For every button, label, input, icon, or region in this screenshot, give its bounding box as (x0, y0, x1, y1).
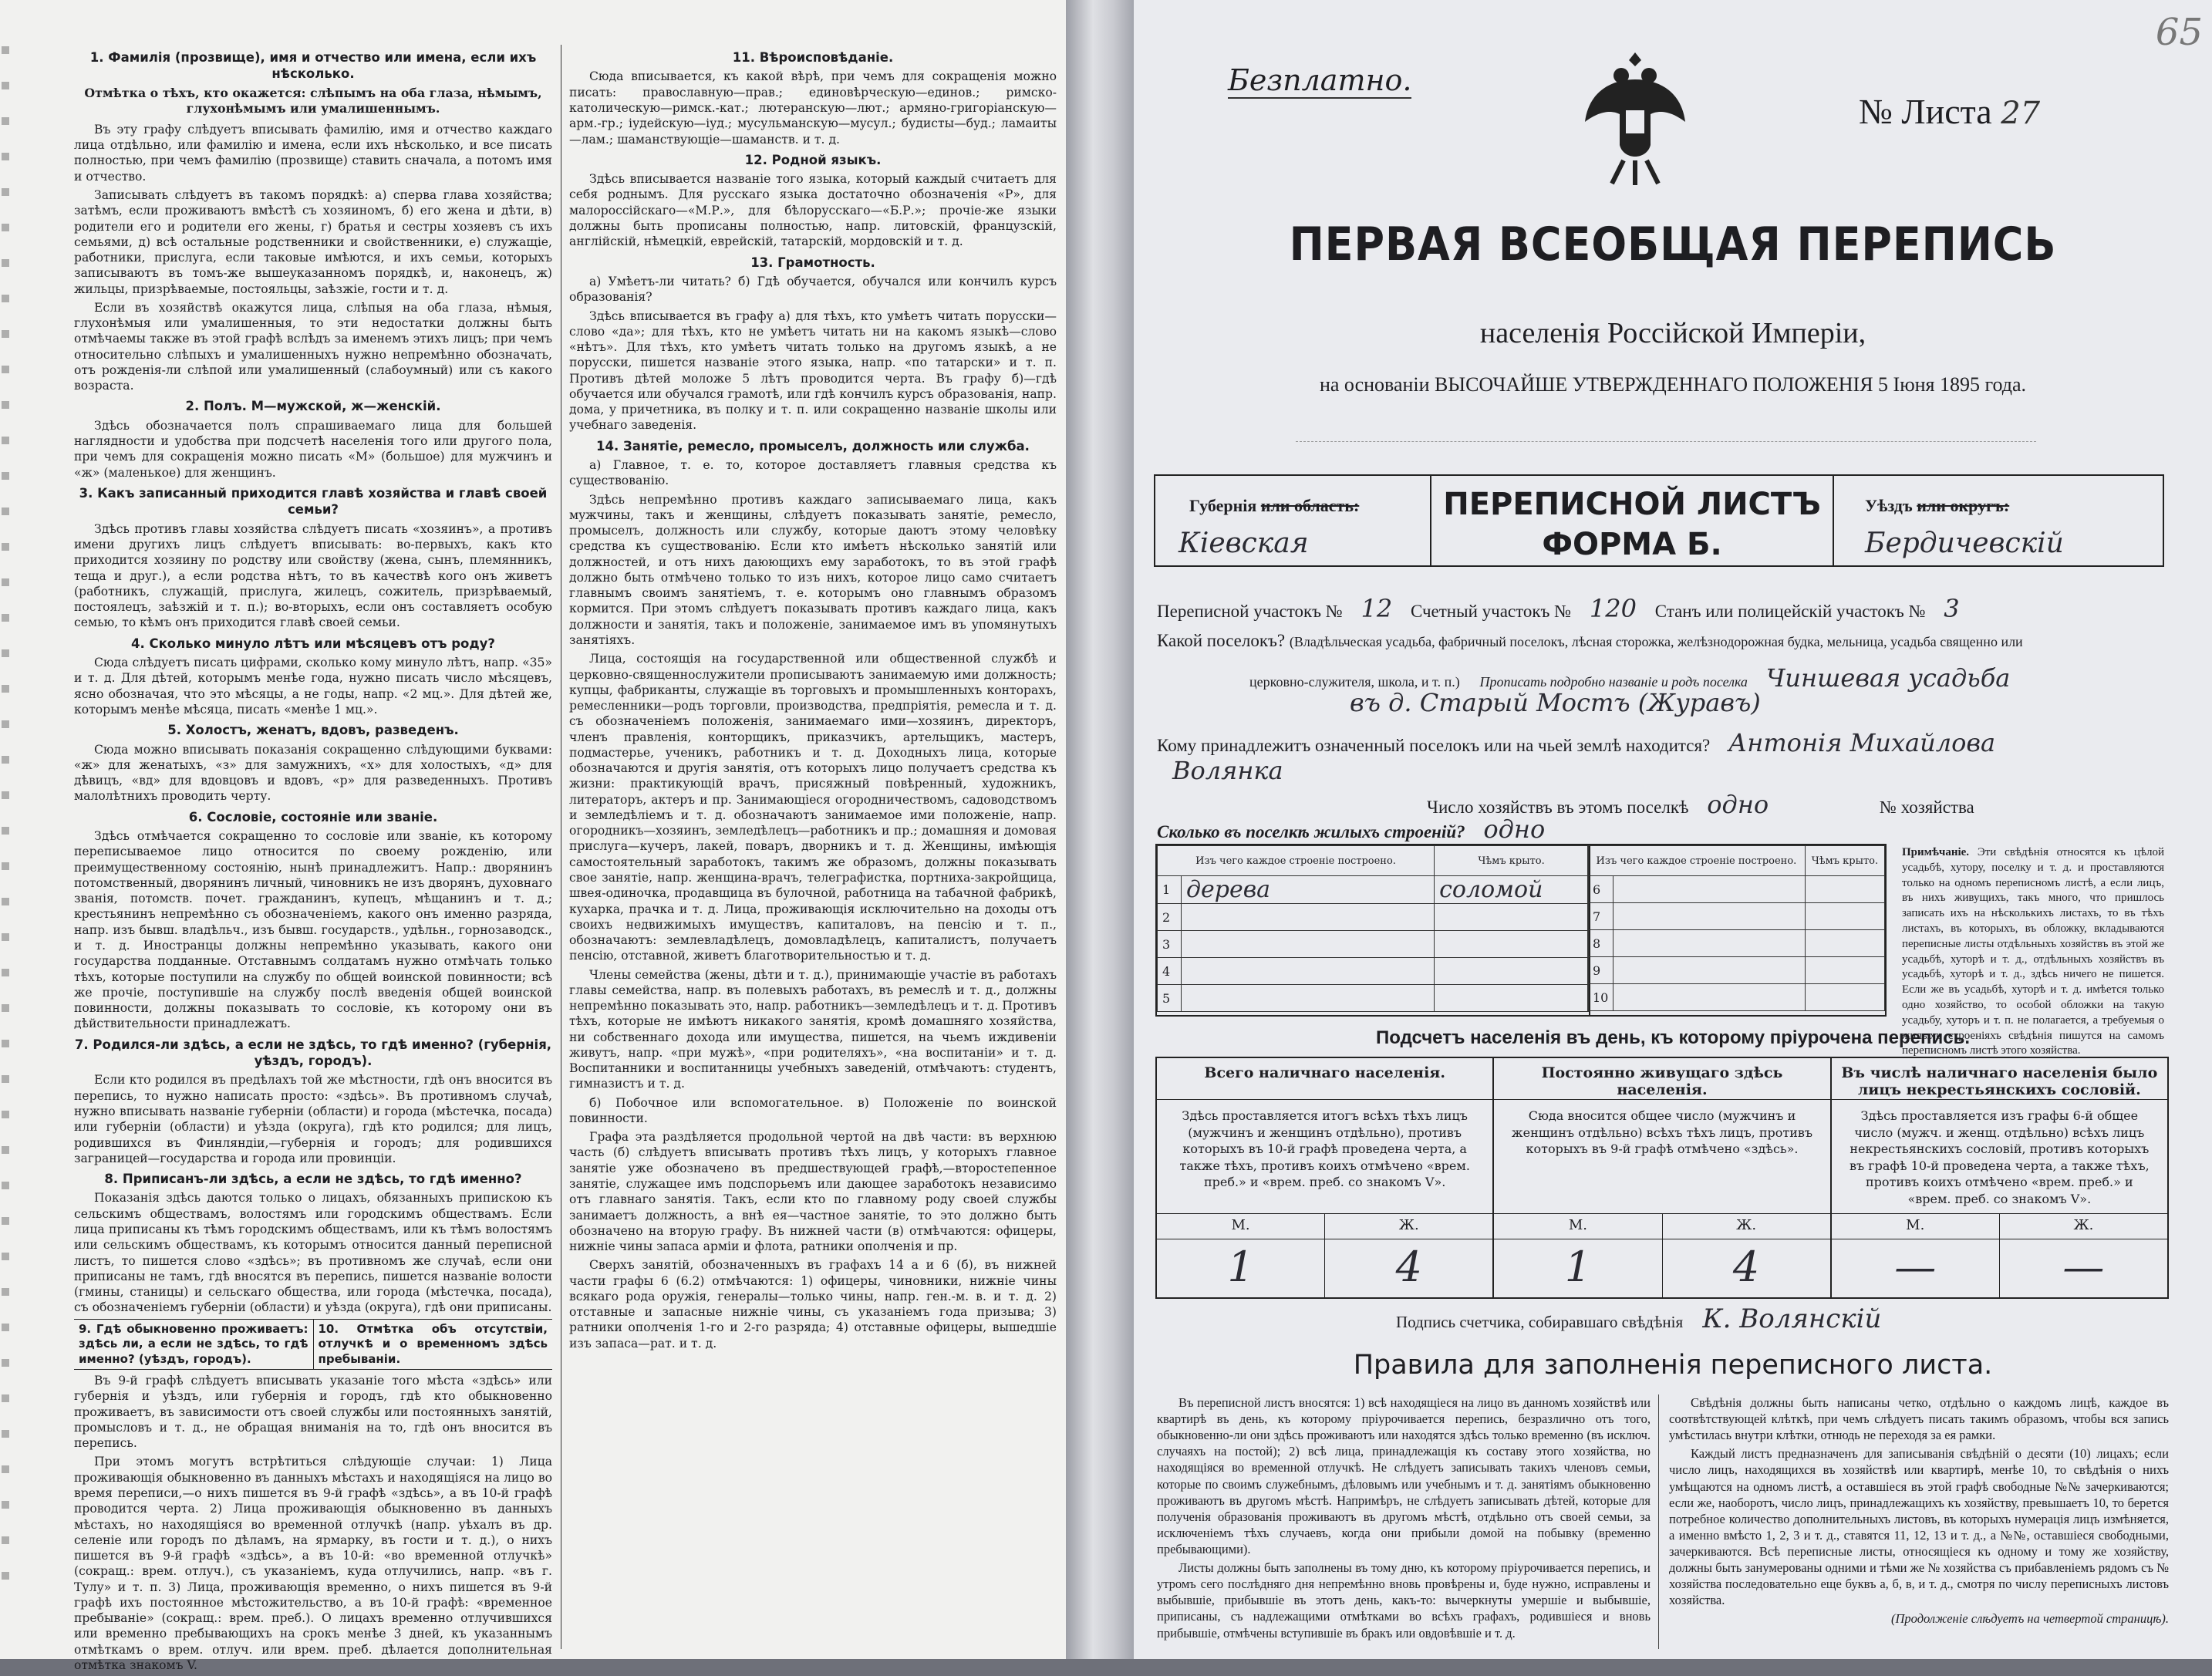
building-row (1588, 957, 1885, 984)
female-count: 4 (1732, 1243, 1760, 1291)
count-title: Подсчетъ населенія въ день, къ которому пріурочена перепись. (1376, 1027, 1970, 1048)
stan-value: 3 (1944, 594, 1960, 623)
plot-row (1157, 594, 2175, 623)
building-number: 8 (1588, 930, 1613, 957)
uezd-struck-text: или округъ: (1917, 496, 2010, 515)
building-material (1182, 985, 1435, 1012)
free-label: Безплатно. (1228, 63, 1412, 97)
female-count: — (2062, 1243, 2105, 1291)
count-plot-label: Счетный участокъ № (1410, 602, 1572, 621)
building-row (1158, 876, 1589, 904)
sheet-number-value: 27 (2001, 96, 2041, 131)
province-struck-text: или область: (1260, 496, 1360, 515)
instruction-paragraph: Если кто родился въ предѣлахъ той же мѣстности, гдѣ онъ вносится въ перепись, то нужно написать просто: «здѣсь». Въ противномъ случаѣ, нужно вписывать названіе губерніи (области) и города (мѣстечка, посада) или губерніи (области) и уѣзда (округа), гдѣ кто родился; для лицъ, родившихся въ Финляндіи,—губернія и городъ; для родившихся заграницей—государства и города или провинціи. (74, 1073, 552, 1165)
building-roof (1435, 904, 1589, 931)
settlement-hint: (Владѣльческая усадьба, фабричный поселокъ, лѣсная сторожка, желѣзнодорожная будка, мельница, усадьба священно или (1289, 634, 2023, 649)
dwellings-value: одно (1483, 814, 1546, 844)
owner-row (1157, 728, 2175, 757)
count-group-heading: Въ числѣ наличнаго населенія было лицъ некрестьянскихъ сословій. (1832, 1058, 2167, 1100)
building-number: 4 (1158, 958, 1182, 985)
count-sex-header (1157, 1214, 1492, 1239)
count-plot-value: 120 (1589, 594, 1637, 623)
instruction-paragraph: Члены семейства (жены, дѣти и т. д.), принимающіе участіе въ работахъ главы семейства, напр. въ полевыхъ работахъ, въ ремеслѣ и т. д., должны непремѣнно показывать это, напр. работникъ—земледѣлецъ и т. д. Противъ тѣхъ, которые не имѣютъ никакого занятія, кромѣ домашняго хозяйства, ни собственнаго дохода или имущества, пишется, на чьемъ иждивеніи живутъ, напр. «при мужѣ», «при родителяхъ», «на воспитаніи» и т. д. Воспитанники и воспитанницы учебныхъ заведеній, отмѣчаютъ: студентъ, гимназистъ и т. д. (569, 967, 1057, 1091)
building-material (1182, 904, 1435, 931)
province-label-text: Губернія (1189, 496, 1257, 515)
count-sex-header (1832, 1214, 2167, 1239)
population-count-table (1155, 1057, 2169, 1299)
province-cell (1154, 474, 1431, 567)
settlement-hint-2: церковно-служителя, школа, и т. п.) (1249, 674, 1460, 690)
section-heading: 11. Вѣроисповѣданіе. (732, 50, 894, 65)
instruction-paragraph: При этомъ могутъ встрѣтиться слѣдующіе случаи: 1) Лица проживающія обыкновенно въ данныхъ мѣстахъ и находящіяся на лицо во время переписи,—о нихъ пишется въ 9-й графѣ «здѣсь», а въ 10-й графѣ проводится черта. 2) Лица проживающія обыкновенно въ данныхъ мѣстахъ, но находящіяся во временной отлучкѣ (напр. уѣхалъ въ др. селеніе или городъ по дѣламъ, на ярмарку, въ гости и т. д.), о нихъ пишется въ 9-й графѣ «здѣсь», а въ 10-й: «во временной отлучкѣ» (сокращ.: врем. отлуч.), съ указаніемъ, куда отлучились, напр. «въ г. Тулу» и т. п. 3) Лица, проживающія временно, о нихъ пишется въ 9-й графѣ ихъ постоянное мѣстожительство, а въ 10-й графѣ: «временное пребываніе» (сокращ.: врем. преб.). О лицахъ временно отлучившихся или временно пребывающихъ на срокъ менѣе 3 дней, къ указаннымъ отмѣткамъ о врем. отлуч. или врем. преб. дѣлается дополнительная отмѣтка знакомъ V. (74, 1455, 552, 1672)
section-heading: 2. Полъ. М—мужской, ж—женскій. (185, 399, 441, 414)
owner-value-2: Волянка (1172, 756, 1283, 785)
note-title: Примѣчаніе. (1902, 846, 1970, 858)
instruction-paragraph: Графа эта раздѣляется продольной чертой на двѣ части: въ верхнюю часть (б) слѣдуетъ вписывать противъ тѣхъ лицъ, у которыхъ главное занятіе уже обозначено въ предшествующей графѣ,—второстепенное занятіе, служащее имъ подспорьемъ или дающее заработокъ независимо отъ главнаго занятія. Такъ, если кто по главному роду своей службы занимаетъ должность, а внѣ ея—частное занятіе, то это должно быть обозначено на вторую графу. Въ нижней части (в) отмѣчаются: офицеры, нижніе чины запаса арміи и флота, ратники ополченія и пр. (569, 1130, 1057, 1254)
province-value: Кіевская (1178, 528, 1309, 559)
building-material (1182, 958, 1435, 985)
count-values (1832, 1239, 2167, 1297)
male-label: М. (1906, 1217, 1925, 1233)
roof-header: Чѣмъ крыто. (1435, 846, 1589, 876)
count-group (1157, 1058, 1492, 1297)
building-roof (1805, 957, 1884, 984)
building-row (1158, 985, 1589, 1012)
uezd-label-text: Уѣздъ (1865, 496, 1913, 515)
instruction-paragraph: Здѣсь непремѣнно противъ каждаго записываемаго лица, какъ мужчины, такъ и женщины, слѣдуетъ показывать занятіе, ремесло, промыселъ, должность или службу, которые даютъ этому человѣку средства къ существованію. Если кто имѣетъ нѣсколько занятій или должностей, и отъ нихъ даюющихъ ему заработокъ, то въ этой графѣ должно быть отмѣчено только то изъ нихъ, которое лицо само считаетъ главнымъ своимъ занятіемъ, т. е. которымъ оно главнымъ образомъ кормится. При этомъ слѣдуетъ показывать противъ каждаго лица, какъ должности и занятія, такъ и положеніе, занимаемое имъ въ упомянутыхъ занятіяхъ. (569, 492, 1057, 647)
owner-value: Антонія Михайлова (1728, 728, 1996, 757)
building-row (1158, 904, 1589, 931)
settlement-label: Какой поселокъ? (1157, 631, 1286, 650)
imperial-eagle-icon (1581, 45, 1689, 191)
building-roof (1805, 984, 1884, 1011)
left-column-a (74, 45, 552, 1676)
count-group (1830, 1058, 2167, 1297)
note-text: Эти свѣдѣнія относятся къ цѣлой усадьбѣ, хутору, поселку и т. д. и проставляются только на одномъ переписномъ листѣ, а если лицъ, въ нихъ живущихъ, такъ много, что пришлось записать ихъ на нѣсколькихъ листахъ, то въ тѣхъ листахъ, въ которыхъ, въ обложку, вкладываются переписные листы отдѣльныхъ хозяйствъ въ этой же усадьбѣ, хуторѣ и т. д., отдѣльныхъ хозяйствъ въ усадьбѣ, хуторѣ и т. д., здѣсь ничего не пишется. Если же въ усадьбѣ, хуторѣ и т. д. имѣется только одно хозяйство, то особой обложки на такую усадьбу, хуторъ и т. п. не полагается, а требуемыя о жилыхъ строеніяхъ свѣдѣнія пишутся на самомъ переписномъ листѣ этого хозяйства. (1902, 846, 2164, 1057)
female-count-cell (1662, 1239, 1830, 1297)
rules-continuation: (Продолженіе слѣдуетъ на четвертой страницѣ). (1891, 1611, 2169, 1627)
section-heading: 5. Холостъ, женатъ, вдовъ, разведенъ. (167, 723, 459, 738)
building-number: 5 (1158, 985, 1182, 1012)
households-label: Число хозяйствъ въ этомъ поселкѣ (1427, 798, 1689, 817)
census-form-page (1134, 0, 2212, 1659)
section-heading: 3. Какъ записанный приходится главѣ хозяйства и главѣ своей семьи? (79, 485, 548, 518)
count-sex-header (1494, 1214, 1829, 1239)
rule-paragraph: Каждый листъ предназначенъ для записыванія свѣдѣній о десяти (10) лицахъ; если число лицъ, находящихся въ хозяйствѣ или квартирѣ, менѣе 10, то свѣдѣнія о нихъ умѣщаются на одномъ листѣ, а оставшіеся въ этой графѣ свободные №№ зачеркиваются; если же, наоборотъ, число лицъ, принадлежащихъ къ хозяйству, превышаетъ 10, то берется потребное количество дополнительныхъ листовъ, въ которыхъ нумерація лицъ измѣняется, а именно вмѣсто 1, 2, 3 и т. д., ставятся 11, 12, 13 и т. д., а №№, оставшіеся свободными, зачеркиваются. Всѣ переписные листы, относящіеся къ одному и тому же хозяйству, должны быть занумерованы одними и тѣми же № хозяйства съ прибавленіемъ рядомъ съ № хозяйства последовательно еще буквъ а, б, в, и т. д., смотря по числу переписныхъ листовъ хозяйства. (1669, 1446, 2169, 1608)
female-count-cell (1324, 1239, 1492, 1297)
count-values (1157, 1239, 1492, 1297)
buildings-table (1157, 845, 1589, 1012)
building-roof (1805, 876, 1884, 903)
section-heading: 7. Родился-ли здѣсь, а если не здѣсь, то гдѣ именно? (губернія, уѣздъ, городъ). (74, 1037, 552, 1069)
page-title: ПЕРВАЯ ВСЕОБЩАЯ ПЕРЕПИСЬ (1289, 218, 2057, 271)
count-group-heading: Постоянно живущаго здѣсь населенія. (1494, 1058, 1829, 1100)
female-count-cell (1999, 1239, 2167, 1297)
instruction-paragraph: Отмѣтка о тѣхъ, кто окажется: слѣпымъ на оба глаза, нѣмымъ, глухонѣмымъ или умалишеннымъ. (84, 85, 542, 116)
signature-label: Подпись счетчика, собиравшаго свѣдѣнія (1396, 1313, 1684, 1331)
residence-box (74, 1319, 552, 1371)
residence-box-right: 10. Отмѣтка объ отсутствіи, отлучкѣ и о временномъ здѣсь пребываніи. (313, 1320, 553, 1370)
male-count-cell (1832, 1239, 1999, 1297)
male-count: 1 (1564, 1243, 1592, 1291)
ornament-line (1296, 430, 2036, 442)
uezd-cell (1833, 474, 2164, 567)
building-roof (1805, 903, 1884, 930)
instruction-paragraph: Сюда вписывается, къ какой вѣрѣ, при чемъ для сокращенія можно писать: православную—прав.; единовѣрческую—единов.; римско-католическую—римск.-кат.; лютеранскую—лют.; армяно-григоріанскую—арм.-гр.; іудейскую—іуд.; мусульманскую—мусул.; будисты—буд.; ламаиты—лам.; шаманствующіе—шаманств. и т. д. (569, 69, 1057, 147)
material-header-2: Изъ чего каждое строеніе построено. (1588, 846, 1806, 876)
instruction-paragraph: Здѣсь отмѣчается сокращенно то сословіе или званіе, къ которому переписываемое лицо относится по своему рожденію, или преимущественному состоянію, нынѣ принадлежитъ. Напр.: дворянинъ потомственный, дворянинъ личный, чиновникъ не изъ дворянъ, духовнаго званія, потомств. почет. гражданинъ, купецъ, мѣщанинъ и т. д.; крестьянинъ непремѣнно съ обозначеніемъ, какого онъ именно разряда, напр. изъ бывш. владѣльч., изъ бывш. государств., удѣльн., горнозаводск., и т. д. Иностранцы должны непремѣнно указывать, какого они государства подданные. Отставнымъ солдатамъ нужно отмѣчать только тѣхъ, которые поступили на службу по общей воинской повинности; всѣ же прочіе, поступившіе на службу послѣ введенія общей воинской повинности, должны показывать то сословіе, къ которому они въ дѣйствительности принадлежатъ. (74, 829, 552, 1031)
sheet-number-label: № Листа (1859, 92, 1992, 131)
form-title-cell (1431, 474, 1833, 567)
count-group-description: Сюда вносится общее число (мужчинъ и женщинъ отдѣльно) всѣхъ тѣхъ лицъ, противъ которыхъ въ 9-й графѣ отмѣчено «здѣсь». (1494, 1100, 1829, 1214)
dwellings-label: Сколько въ поселкѣ жилыхъ строеній? (1157, 822, 1465, 841)
instruction-paragraph: Сверхъ занятій, обозначенныхъ въ графахъ 14 а и 6 (б), въ нижней части графы 6 (6.2) отмѣчаются: 1) офицеры, чиновники, нижніе чины всякаго рода оружія, генералы—только чины, напр. ген.-м. в. и т. д. 2) отставные и запасные нижніе чины, съ указаніемъ года призыва; 3) ратники ополченія 1-го и 2-го разряда; 4) отставные офицеры, вышедшіе изъ запаса—рат. и т. д. (569, 1258, 1057, 1351)
male-label: М. (1568, 1217, 1587, 1233)
building-number: 6 (1588, 876, 1613, 903)
building-material-value: дерева (1186, 876, 1271, 903)
rule-paragraph: Листы должны быть заполнены въ тому дню, къ которому пріурочивается перепись, и утромъ сего послѣдняго дня непремѣнно вновь провѣрены и, буде нужно, исправлены и выбывшіе, прибывшіе въ этотъ день, какъ-то: вычеркнуты умершіе и выбывшіе, приписаны, съ надлежащими отмѣтками во всѣхъ графахъ, родившіеся и вновь прибывшіе, отмѣчены вступившіе въ бракъ или овдовѣвшіе и т. д. (1157, 1560, 1651, 1641)
household-no-label: № хозяйства (1879, 798, 1974, 817)
section-heading: 8. Приписанъ-ли здѣсь, а если не здѣсь, то гдѣ именно? (104, 1172, 522, 1187)
male-count-cell (1494, 1239, 1661, 1297)
instruction-paragraph: а) Главное, т. е. то, которое доставляетъ главныя средства къ существованію. (569, 458, 1057, 488)
census-plot-value: 12 (1361, 594, 1393, 623)
building-material (1613, 930, 1806, 957)
female-label: Ж. (1999, 1214, 2167, 1239)
building-material (1613, 876, 1806, 903)
material-header: Изъ чего каждое строеніе построено. (1158, 846, 1435, 876)
count-values (1494, 1239, 1829, 1297)
header-table (1154, 474, 2164, 567)
page-subtitle: населенія Россійской Имперіи, (1479, 317, 1866, 349)
book-spine (1066, 0, 1134, 1659)
signature-value: К. Волянскій (1702, 1303, 1882, 1334)
owner-label: Кому принадлежитъ означенный поселокъ или на чьей землѣ находится? (1157, 736, 1711, 755)
margin-ink (2, 46, 9, 1589)
count-group-description: Здѣсь проставляется итогъ всѣхъ тѣхъ лицъ (мужчинъ и женщинъ отдѣльно), противъ которыхъ въ 10-й графѣ проведена черта, а также тѣхъ, противъ коихъ отмѣчено «врем. преб.» и «врем. преб. со знакомъ V». (1157, 1100, 1492, 1214)
instruction-paragraph: Если въ хозяйствѣ окажутся лица, слѣпыя на оба глаза, нѣмыя, глухонѣмыя или умалишенныя, то эти недостатки должны быть отмѣчаемы также въ этой графѣ вслѣдъ за именемъ этихъ лицъ; при чемъ относительно слѣпыхъ и умалишенныхъ нужно непремѣнно обозначать, отъ рожденія-ли слѣпой или умалишенный (слабоумный) или съ какого возраста. (74, 300, 552, 393)
left-column-b (569, 45, 1057, 1354)
uezd-value: Бердичевскій (1865, 528, 2064, 559)
corner-page-mark: 65 (2155, 11, 2203, 54)
stan-label: Станъ или полицейскій участокъ № (1654, 602, 1926, 621)
count-group-heading: Всего наличнаго населенія. (1157, 1058, 1492, 1100)
section-heading: 4. Сколько минуло лѣтъ или мѣсяцевъ отъ роду? (130, 636, 496, 651)
building-material (1613, 984, 1806, 1011)
section-heading: 12. Родной языкъ. (744, 152, 882, 167)
buildings-table-left (1155, 844, 1590, 1017)
building-number: 3 (1158, 931, 1182, 958)
building-material (1613, 903, 1806, 930)
instruction-paragraph: Здѣсь вписывается названіе того языка, который каждый считаетъ для себя роднымъ. Для русскаго языка достаточно обозначенія «Р», для малороссійскаго—«М.Р.», для бѣлорусскаго—«Б.Р.»; прочіе-же языки должны быть прописаны полностью, напр. литовскій, французскій, англійскій, нѣмецкій, еврейскій, татарскій, мордовскій и т. д. (569, 172, 1057, 249)
building-row (1588, 903, 1885, 930)
buildings-table-right (1587, 844, 1887, 1017)
settlement-note: Прописать подробно названіе и родъ поселка (1479, 674, 1748, 690)
building-material (1613, 957, 1806, 984)
building-roof (1435, 931, 1589, 958)
building-row (1588, 876, 1885, 903)
census-plot-label: Переписной участокъ № (1157, 602, 1343, 621)
instruction-paragraph: Записывать слѣдуетъ въ такомъ порядкѣ: а) сперва глава хозяйства; затѣмъ, если проживаютъ вмѣстѣ съ хозяиномъ, б) его жена и дѣти, в) родители его и родители его жены, г) братья и сестры хозяевъ съ ихъ семьями, д) всѣ остальные родственники и свойственники, е) служащіе, работники, прислуга, если таковые имѣются, и ихъ семьи, которыхъ записываютъ въ томъ-же вышеуказанномъ порядкѣ, и, наконецъ, ж) жильцы, призрѣваемые, постояльцы, заѣзжіе, гости и т. д. (74, 188, 552, 296)
count-group-description: Здѣсь проставляется изъ графы 6-й общее число (мужч. и женщ. отдѣльно) всѣхъ лицъ некрестьянскихъ сословій, противъ которыхъ въ графѣ 10-й проведена черта, а также тѣхъ, противъ коихъ отмѣчено «врем. преб.» и «врем. преб. со знакомъ V». (1832, 1100, 2167, 1214)
building-number: 7 (1588, 903, 1613, 930)
settlement-value: Чиншевая усадьба (1765, 663, 2011, 693)
female-label: Ж. (1662, 1214, 1830, 1239)
building-number: 9 (1588, 957, 1613, 984)
province-label (1189, 496, 1359, 516)
building-row (1588, 984, 1885, 1011)
roof-header-2: Чѣмъ крыто. (1805, 846, 1884, 876)
settlement-value-2: въ д. Старый Мостъ (Журавъ) (1350, 688, 1761, 717)
building-roof (1435, 958, 1589, 985)
rules-column-a (1157, 1394, 1651, 1644)
households-value: одно (1707, 790, 1769, 819)
male-count: 1 (1227, 1243, 1254, 1291)
rules-divider (1658, 1394, 1659, 1649)
building-number: 2 (1158, 904, 1182, 931)
female-label: Ж. (1324, 1214, 1492, 1239)
uezd-label (1865, 496, 2009, 516)
instruction-paragraph: Здѣсь вписывается въ графу а) для тѣхъ, кто умѣетъ читать порусски—слово «да»; для тѣхъ, кто не умѣетъ читать ни на какомъ языкѣ—слово «нѣтъ». Для тѣхъ, кто умѣетъ читать только на другомъ языкѣ, а не порусски, пишется названіе этого языка, напр. «по татарски» и т. п. Противъ дѣтей моложе 5 лѣтъ проводится черта. Въ графу б)—гдѣ обучается или обучался грамотѣ, или гдѣ кончилъ курсъ образованія, напр. дома, у причетника, въ полку и т. п. или сокращенно названіе школы или учебнаго заведенія. (569, 309, 1057, 433)
building-roof (1435, 876, 1589, 904)
instruction-paragraph: Здѣсь противъ главы хозяйства слѣдуетъ писать «хозяинъ», а противъ имени другихъ лицъ слѣдуетъ вписывать: во-первыхъ, какъ кто приходится хозяину по родству или свойству (жена, сынъ, племянникъ, теща и друг.), а если родства нѣтъ, то въ качествѣ кого онъ живетъ (работникъ, служащій, прислуга, жилецъ, сожитель, призрѣваемый, постоялецъ, заѣзжій и т. п.); во-вторыхъ, если онъ составляетъ особую семью, то кѣмъ онъ приходится главѣ своей семьи. (74, 521, 552, 630)
building-row (1588, 930, 1885, 957)
dwellings-row (1157, 814, 2175, 844)
instruction-paragraph: Сюда слѣдуетъ писать цифрами, сколько кому минуло лѣтъ, напр. «35» и т. д. Для дѣтей, которымъ менѣе года, нужно писать число мѣсяцевъ, ясно обозначая, что это мѣсяцы, а не годы, напр. «2 мц.». Для дѣтей же, которымъ менѣе мѣсяца, писать «менѣе 1 мц.». (74, 656, 552, 717)
residence-box-left: 9. Гдѣ обыкновенно проживаетъ: здѣсь ли, а если не здѣсь, то гдѣ именно? (уѣздъ, городъ). (79, 1321, 309, 1366)
section-heading: 14. Занятіе, ремесло, промыселъ, должность или служба. (596, 438, 1030, 454)
male-count: — (1894, 1243, 1937, 1291)
section-heading: 13. Грамотность. (750, 255, 875, 270)
building-roof-value: соломой (1439, 876, 1543, 903)
building-roof (1435, 985, 1589, 1012)
rules-column-b (1669, 1394, 2169, 1630)
rules-title: Правила для заполненія переписного листа. (1353, 1350, 1993, 1381)
instruction-paragraph: Лица, состоящія на государственной или общественной службѣ и церковно-священнослужители прописываютъ занимаемую ими должность; купцы, фабриканты, служащіе въ торговыхъ и промышленныхъ конторахъ, ремесленники—родъ торговли, производства, предпріятія, ремесла и т. д. съ обозначеніемъ положенія, занимаемаго ими—хозяинъ, директоръ, членъ правленія, конторщикъ, приказчикъ, артельщикъ, мастеръ, подмастерье, ученикъ, работникъ и т. д. Доходныхъ лица, которые обозначаются и другія занятія, отъ которыхъ лицо получаетъ средства къ жизни: практикующій врачъ, присяжный повѣренный, художникъ, литераторъ, актеръ и пр. Занимающіеся огородничествомъ, садоводствомъ и земледѣліемъ и т. д. обозначаютъ занимаемое ими положеніе, напр. огородникъ—хозяинъ, земледѣлецъ—работникъ и пр.; домашняя и домовая прислуга—кучеръ, лакей, поваръ, дворникъ и т. д. Женщины, имѣющія самостоятельный заработокъ, такимъ же образомъ, должны показывать свое занятіе, напр. женщина-врачъ, телеграфистка, портниха-закройщица, швея-одиночка, продавщица въ булочной, работница на табачной фабрикѣ, кухарка, прачка и т. д. Лица, проживающія исключительно на доходы отъ своихъ недвижимыхъ имуществъ, капиталовъ, на пенсію и т. п., обозначаютъ: землевладѣлецъ, домовладѣлецъ, капиталистъ, получаетъ пенсію, отставной, живетъ благотворительностью и т. д. (569, 652, 1057, 963)
building-number: 1 (1158, 876, 1182, 904)
building-material (1182, 931, 1435, 958)
building-roof (1805, 930, 1884, 957)
building-material (1182, 876, 1435, 904)
buildings-table-2 (1587, 845, 1885, 1011)
instruction-paragraph: Въ 9-й графѣ слѣдуетъ вписывать указаніе того мѣста «здѣсь» или губернія и уѣздъ, или губернія и городъ, гдѣ кто обыкновенно проживаетъ, въ зависимости отъ своей службы или постоянныхъ занятій, промысловъ и т. д., не обращая вниманія на то, гдѣ онъ вносится въ перепись. (74, 1374, 552, 1451)
legal-basis: на основаніи ВЫСОЧАЙШЕ УТВЕРЖДЕННАГО ПОЛОЖЕНІЯ 5 Іюня 1895 года. (1319, 373, 2027, 396)
building-row (1158, 958, 1589, 985)
female-count: 4 (1395, 1243, 1422, 1291)
male-label: М. (1231, 1217, 1250, 1233)
signature-row (1396, 1303, 1881, 1334)
section-heading: 1. Фамилія (прозвище), имя и отчество или имена, если ихъ нѣсколько. (89, 50, 537, 82)
section-heading: 6. Сословіе, состояніе или званіе. (188, 809, 438, 825)
instruction-paragraph: Показанія здѣсь даются только о лицахъ, обязанныхъ припискою къ сельскимъ обществамъ, волостямъ или городскимъ обществамъ. Если лица приписаны къ тѣмъ городскимъ обществамъ, или къ тѣмъ волостямъ или сельскимъ обществамъ, къ которымъ относится данный переписной листъ, то пишется слово «здѣсь»; въ противномъ же случаѣ, если они приписаны не тамъ, гдѣ вносятся въ перепись, пишется названіе волости (гмины, станицы) и сельскаго общества, или города (мѣстечка, посада), съ обозначеніемъ губерніи (области) и уѣзда (округа), гдѣ они приписаны. (74, 1191, 552, 1315)
instruction-paragraph: Въ эту графу слѣдуетъ вписывать фамилію, имя и отчество каждаго лица отдѣльно, или фамилію и имена, если ихъ нѣсколько, и все писать полностью, при чемъ фамилію (прозвище) ставить сначала, а потомъ имя и отчество. (74, 122, 552, 184)
building-row (1158, 931, 1589, 958)
left-instructions-page (0, 0, 1066, 1672)
instruction-paragraph: Сюда можно вписывать показанія сокращенно слѣдующими буквами: «ж» для женатыхъ, «з» для замужнихъ, «х» для холостыхъ, «д» для дѣвицъ, «вд» для вдовцовъ и вдовъ, «р» для разведенныхъ. Противъ малолѣтнихъ проводить черту. (74, 742, 552, 804)
instruction-paragraph: Здѣсь обозначается полъ спрашиваемаго лица для большей наглядности и удобства при подсчетѣ населенія того или другого пола, при чемъ для сокращенія можно писать «М» (большое) для мужчинъ и «ж» (маленькое) для женщинъ. (74, 418, 552, 480)
instruction-paragraph: б) Побочное или вспомогательное. в) Положеніе по воинской повинности. (569, 1095, 1057, 1125)
building-number: 10 (1588, 984, 1613, 1011)
rule-paragraph: Въ переписной листъ вносятся: 1) всѣ находящіеся на лицо въ данномъ хозяйствѣ или квартирѣ въ день, къ которому пріурочивается перепись, безразлично отъ того, обыкновенно-ли они здѣсь проживаютъ или находятся здѣсь только временно (въ исключ. случаяхъ на постой); 2) всѣ лица, принадлежащія къ составу этого хозяйства, но находящіяся во временной отлучкѣ. Не слѣдуетъ записывать такихъ членовъ семьи, которые по своимъ служебнымъ, дѣловымъ или учебнымъ и т. д. занятіямъ обыкновенно проживаютъ въ другомъ мѣстѣ. Напримѣръ, не слѣдуетъ записывать дѣтей, которые для полученія образованія проживаютъ въ другомъ мѣстѣ, отдѣльно отъ своей семьи, за исключеніемъ тѣхъ случаевъ, когда они прибыли домой на побывку (временно пребывающими). (1157, 1395, 1651, 1556)
form-title: ПЕРЕПИСНОЙ ЛИСТЪ (1443, 487, 1821, 522)
rule-paragraph: Свѣдѣнія должны быть написаны четко, отдѣльно о каждомъ лицѣ, каждое въ соотвѣтствующей клѣткѣ, при чемъ слѣдуетъ писать такимъ образомъ, чтобы вся запись умѣстилась внутри клѣтки, отнюдь не переходя за ея рамки. (1669, 1395, 2169, 1443)
owner-row-2 (1157, 756, 2175, 785)
form-code: ФОРМА Б. (1542, 527, 1722, 562)
male-count-cell (1157, 1239, 1324, 1297)
count-group (1492, 1058, 1829, 1297)
sheet-number (1859, 91, 2040, 132)
instruction-paragraph: а) Умѣетъ-ли читать? б) Гдѣ обучается, обучался или кончилъ курсъ образованія? (569, 274, 1057, 305)
settlement-row-3 (1157, 688, 2175, 717)
settlement-row (1157, 631, 2175, 651)
